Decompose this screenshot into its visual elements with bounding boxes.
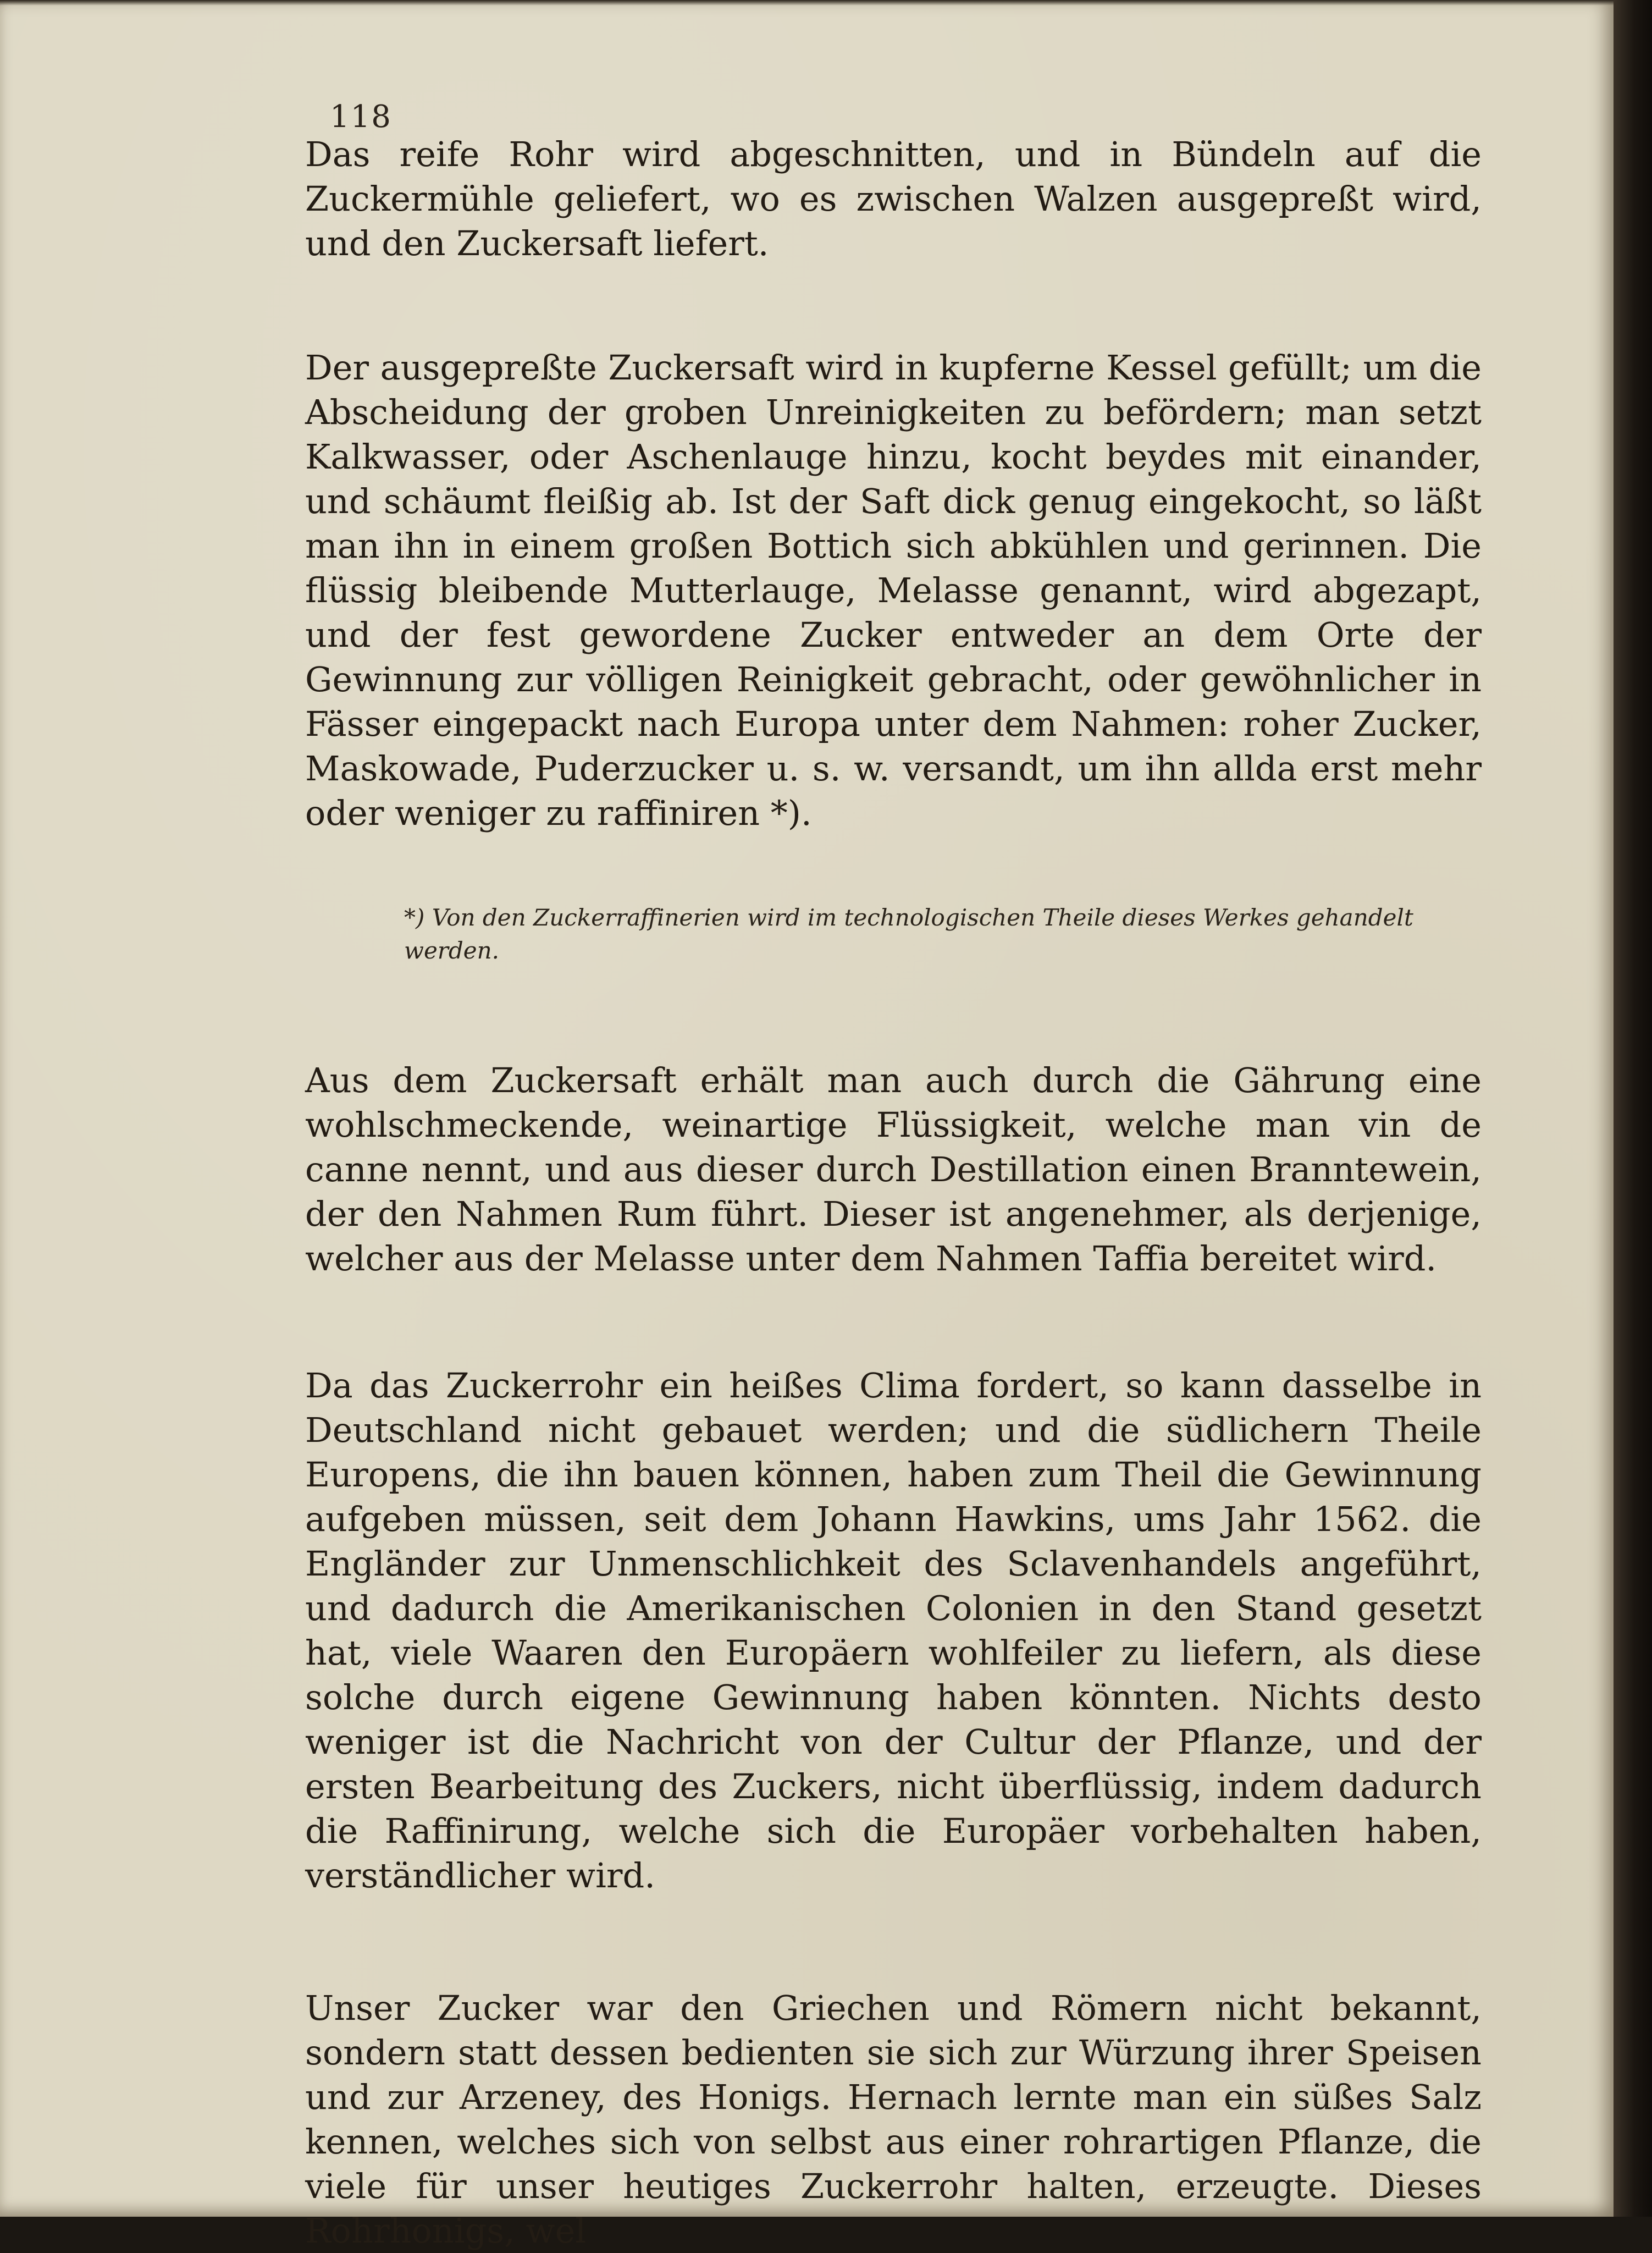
paragraph-3: Aus dem Zuckersaft erhält man auch durch die Gährung eine wohlschmeckende, weinartige Flüssigkeit, welche man vin de canne nennt, und aus dieser durch Destillation einen Branntewein, der den Nahmen Rum führt. Dieser ist angenehmer, als derjenige, welcher aus der Melasse unter dem Nahmen Taffia bereitet wird. (305, 1060, 1482, 1279)
page-body (305, 132, 1482, 2253)
paragraph-4: Da das Zuckerrohr ein heißes Clima fordert, so kann dasselbe in Deutschland nicht gebauet werden; und die südlichern Theile Europens, die ihn bauen können, haben zum Theil die Gewinnung aufgeben müssen, seit dem Johann Hawkins, ums Jahr 1562. die Engländer zur Unmenschlichkeit des Sclavenhandels angeführt, und dadurch die Amerikanischen Colonien in den Stand gesetzt hat, viele Waaren den Europäern wohlfeiler zu liefern, als diese solche durch eigene Gewinnung haben könnten. Nichts desto weniger ist die Nachricht von der Cultur der Pflanze, und der ersten Bearbeitung des Zuckers, nicht überflüssig, indem dadurch die Raffinirung, welche sich die Europäer vorbehalten haben, verständlicher wird. (305, 1365, 1482, 1896)
book-spine (1614, 0, 1652, 2217)
page-top-edge (0, 0, 1614, 5)
paragraph-1: Das reife Rohr wird abgeschnitten, und in Bündeln auf die Zuckermühle geliefert, wo es zwischen Walzen ausgepreßt wird, und den Zuckersaft liefert. (305, 134, 1482, 263)
footnote: *) Von den Zuckerraffinerien wird im technologischen Theile dieses Werkes gehandelt werden. (404, 904, 1413, 964)
paragraph-2: Der ausgepreßte Zuckersaft wird in kupferne Kessel gefüllt; um die Abscheidung der groben Unreinigkeiten zu befördern; man setzt Kalkwasser, oder Aschenlauge hinzu, kocht beydes mit einander, und schäumt fleißig ab. Ist der Saft dick genug eingekocht, so läßt man ihn in einem großen Bottich sich abkühlen und gerinnen. Die flüssig bleibende Mutterlauge, Melasse genannt, wird abgezapt, und der fest gewordene Zucker entweder an dem Orte der Gewinnung zur völligen Reinigkeit gebracht, oder gewöhnlicher in Fässer eingepackt nach Europa unter dem Nahmen: roher Zucker, Maskowade, Puderzucker u. s. w. versandt, um ihn allda erst mehr oder weniger zu raffiniren *). (305, 348, 1482, 833)
page-number: 118 (330, 99, 392, 135)
paragraph-5: Unser Zucker war den Griechen und Römern nicht bekannt, sondern statt dessen bedienten sie sich zur Würzung ihrer Speisen und zur Arzeney, des Honigs. Hernach lernte man ein süßes Salz kennen, welches sich von selbst aus einer rohrartigen Pflanze, die viele für unser heutiges Zuckerrohr halten, erzeugte. Dieses Rohrhonigs, wel (305, 1988, 1482, 2251)
